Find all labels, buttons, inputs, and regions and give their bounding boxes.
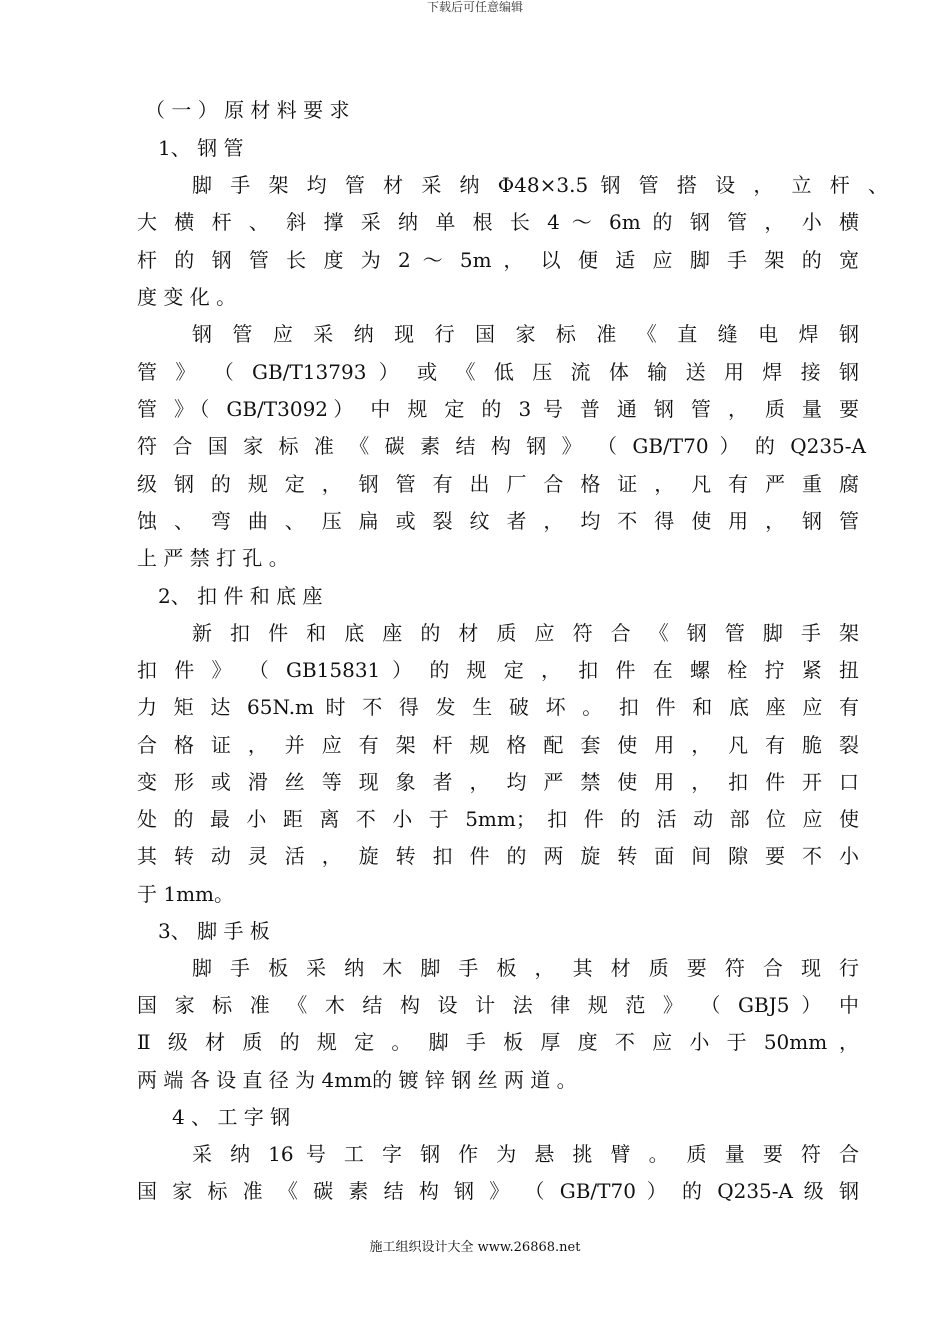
paragraph-line: 管 》 （ GB/T13793 ） 或 《 低 压 流 体 输 送 用 焊 接 钢 — [137, 360, 859, 384]
paragraph-line: 采 纳 16 号 工 字 钢 作 为 悬 挑 臂 。 质 量 要 符 合 — [192, 1142, 859, 1166]
paragraph-line: 杆 的 钢 管 长 度 为 2 ～ 5m ， 以 便 适 应 脚 手 架 的 宽 — [137, 248, 859, 272]
paragraph-line: 脚 手 板 采 纳 木 脚 手 板 ， 其 材 质 要 符 合 现 行 — [192, 956, 859, 980]
paragraph-line: 脚 手 架 均 管 材 采 纳 Φ48×3.5 钢 管 搭 设 ， 立 杆 、 — [192, 173, 888, 197]
paragraph-line: 级 钢 的 规 定 ， 钢 管 有 出 厂 合 格 证 ， 凡 有 严 重 腐 — [137, 472, 859, 496]
paragraph-line: 扣 件 》 （ GB15831 ） 的 规 定 ， 扣 件 在 螺 栓 拧 紧 扭 — [137, 658, 859, 682]
paragraph-line: 变 形 或 滑 丝 等 现 象 者 ， 均 严 禁 使 用 ， 扣 件 开 口 — [137, 770, 859, 794]
paragraph-line: 度 变 化 。 — [137, 285, 237, 309]
paragraph-line: 符 合 国 家 标 准 《 碳 素 结 构 钢 》 （ GB/T70 ） 的 Q235-A — [137, 434, 866, 458]
paragraph-line: 力 矩 达 65N.m 时 不 得 发 生 破 坏 。 扣 件 和 底 座 应 有 — [137, 695, 859, 719]
paragraph-line: 钢 管 应 采 纳 现 行 国 家 标 准 《 直 缝 电 焊 钢 — [192, 322, 859, 346]
paragraph-line: Ⅱ 级 材 质 的 规 定 。 脚 手 板 厚 度 不 应 小 于 50mm ， — [137, 1030, 859, 1054]
paragraph-line: 大 横 杆 、 斜 撑 采 纳 单 根 长 4 ～ 6m 的 钢 管 ， 小 横 — [137, 210, 859, 234]
page-footer: 施工组织设计大全 www.26868.net — [369, 1240, 581, 1255]
subsection-heading: 1、 钢 管 — [158, 136, 244, 160]
paragraph-line: 于 1mm。 — [137, 882, 235, 906]
paragraph-line: 蚀 、 弯 曲 、 压 扁 或 裂 纹 者 ， 均 不 得 使 用 ， 钢 管 — [137, 509, 859, 533]
paragraph-line: 管 》（ GB/T3092） 中 规 定 的 3 号 普 通 钢 管 ， 质 量 要 — [137, 397, 859, 421]
paragraph-line: 国 家 标 准 《 碳 素 结 构 钢 》 （ GB/T70 ） 的 Q235-A 级 钢 — [137, 1179, 859, 1203]
paragraph-line: 新 扣 件 和 底 座 的 材 质 应 符 合 《 钢 管 脚 手 架 — [192, 621, 859, 645]
paragraph-line: 处 的 最 小 距 离 不 小 于 5mm； 扣 件 的 活 动 部 位 应 使 — [137, 807, 859, 831]
paragraph-line: 其 转 动 灵 活 ， 旋 转 扣 件 的 两 旋 转 面 间 隙 要 不 小 — [137, 844, 859, 868]
section-heading: （ 一 ） 原 材 料 要 求 — [145, 98, 350, 122]
paragraph-line: 两 端 各 设 直 径 为 4mm的 镀 锌 钢 丝 两 道 。 — [137, 1068, 577, 1092]
paragraph-line: 上 严 禁 打 孔 。 — [137, 546, 289, 570]
subsection-heading: 2、 扣 件 和 底 座 — [158, 584, 323, 608]
page-header: 下载后可任意编辑 — [426, 0, 523, 14]
paragraph-line: 合 格 证 ， 并 应 有 架 杆 规 格 配 套 使 用 ， 凡 有 脆 裂 — [137, 733, 859, 757]
subsection-heading: 4 、 工 字 钢 — [172, 1105, 291, 1129]
paragraph-line: 国 家 标 准 《 木 结 构 设 计 法 律 规 范 》 （ GBJ5 ） 中 — [137, 993, 859, 1017]
subsection-heading: 3、 脚 手 板 — [158, 919, 270, 943]
